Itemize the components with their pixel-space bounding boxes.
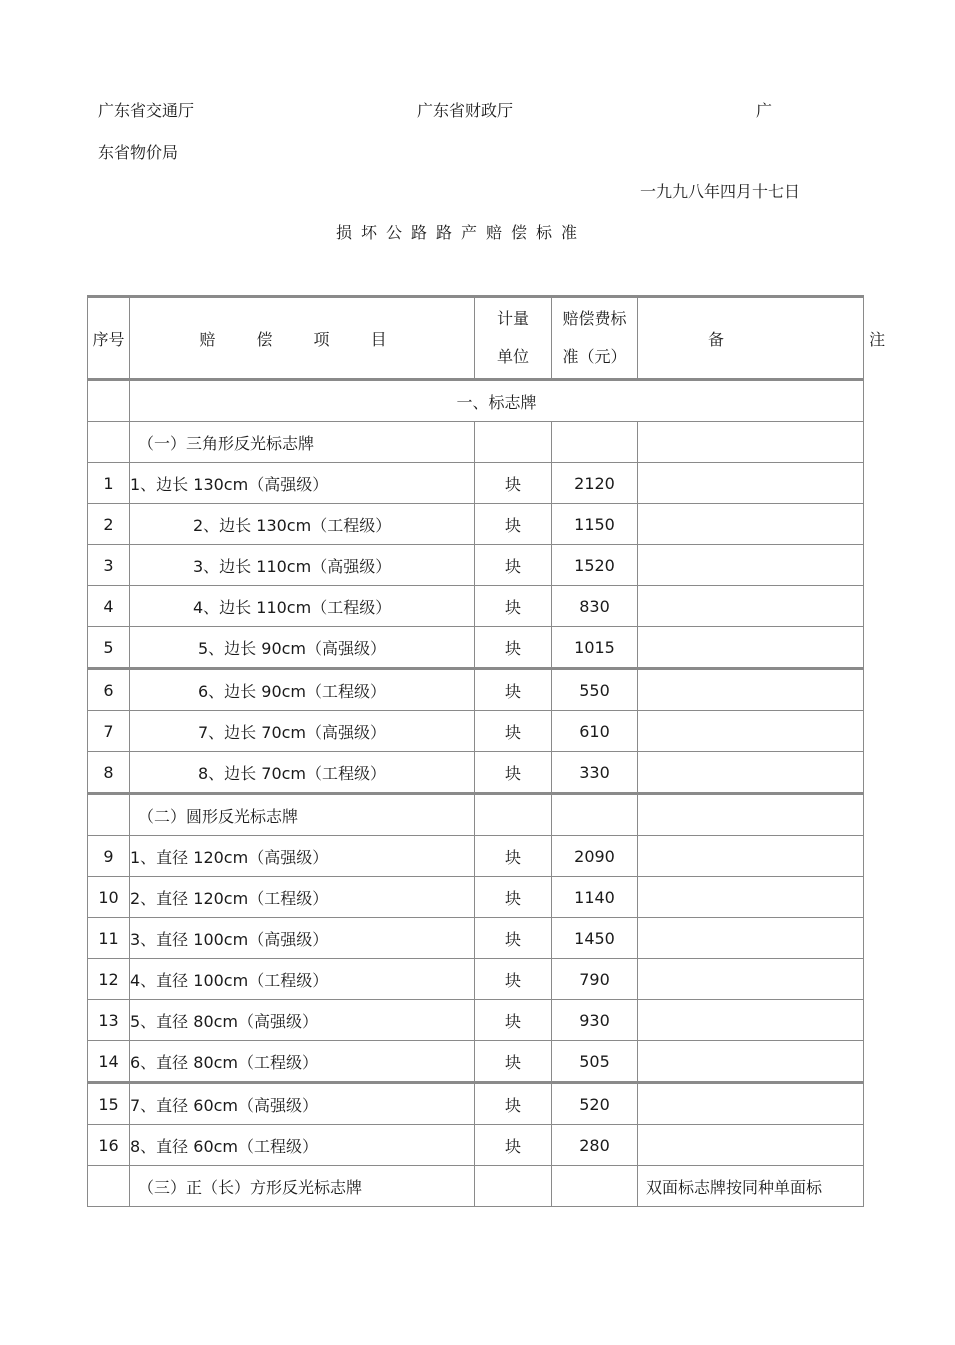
header-unit: 计量 单位 — [475, 297, 552, 380]
subsection-row — [88, 422, 864, 463]
table-row: 2 2、边长 130cm（工程级） 块 1150 — [88, 504, 864, 545]
header-item: 赔 偿 项 目 — [130, 297, 475, 380]
table-row: 4 4、边长 110cm（工程级） 块 830 — [88, 586, 864, 627]
table-row: 12 4、直径 100cm（工程级） 块 790 — [88, 959, 864, 1000]
table-header-row — [88, 297, 864, 380]
dept-finance: 广东省财政厅 — [417, 101, 514, 120]
table-row: 10 2、直径 120cm（工程级） 块 1140 — [88, 877, 864, 918]
table-row: 5 5、边长 90cm（高强级） 块 1015 — [88, 627, 864, 669]
subsection-triangle: （一）三角形反光标志牌 — [130, 422, 475, 463]
table-row: 1 1、边长 130cm（高强级） 块 2120 — [88, 463, 864, 504]
subsection-row — [88, 794, 864, 836]
note-double-sided: 双面标志牌按同种单面标 — [638, 1166, 864, 1207]
dept-price-part1: 广 — [756, 101, 773, 120]
document-title: 损坏公路路产赔偿标准 — [336, 223, 587, 242]
dept-transport: 广东省交通厅 — [98, 101, 195, 120]
section-signs: 一、标志牌 — [130, 380, 864, 422]
section-row — [88, 380, 864, 422]
header-fee: 赔偿费标 准（元） — [552, 297, 638, 380]
table-row: 14 6、直径 80cm（工程级） 块 505 — [88, 1041, 864, 1083]
table-row: 8 8、边长 70cm（工程级） 块 330 — [88, 752, 864, 794]
table-row: 9 1、直径 120cm（高强级） 块 2090 — [88, 836, 864, 877]
table-row: 13 5、直径 80cm（高强级） 块 930 — [88, 1000, 864, 1041]
issue-date: 一九九八年四月十七日 — [640, 182, 801, 201]
dept-price-part2: 东省物价局 — [98, 143, 179, 162]
table-row: 6 6、边长 90cm（工程级） 块 550 — [88, 669, 864, 711]
table-row: 11 3、直径 100cm（高强级） 块 1450 — [88, 918, 864, 959]
header-note: 备 注 — [638, 297, 864, 380]
header-seq: 序号 — [88, 297, 130, 380]
table-row: 16 8、直径 60cm（工程级） 块 280 — [88, 1125, 864, 1166]
table-row: 3 3、边长 110cm（高强级） 块 1520 — [88, 545, 864, 586]
subsection-rectangle: （三）正（长）方形反光标志牌 — [130, 1166, 475, 1207]
subsection-round: （二）圆形反光标志牌 — [130, 794, 475, 836]
table-row: 7 7、边长 70cm（高强级） 块 610 — [88, 711, 864, 752]
table-row: 15 7、直径 60cm（高强级） 块 520 — [88, 1083, 864, 1125]
subsection-row — [88, 1166, 864, 1207]
compensation-table — [87, 295, 955, 1207]
